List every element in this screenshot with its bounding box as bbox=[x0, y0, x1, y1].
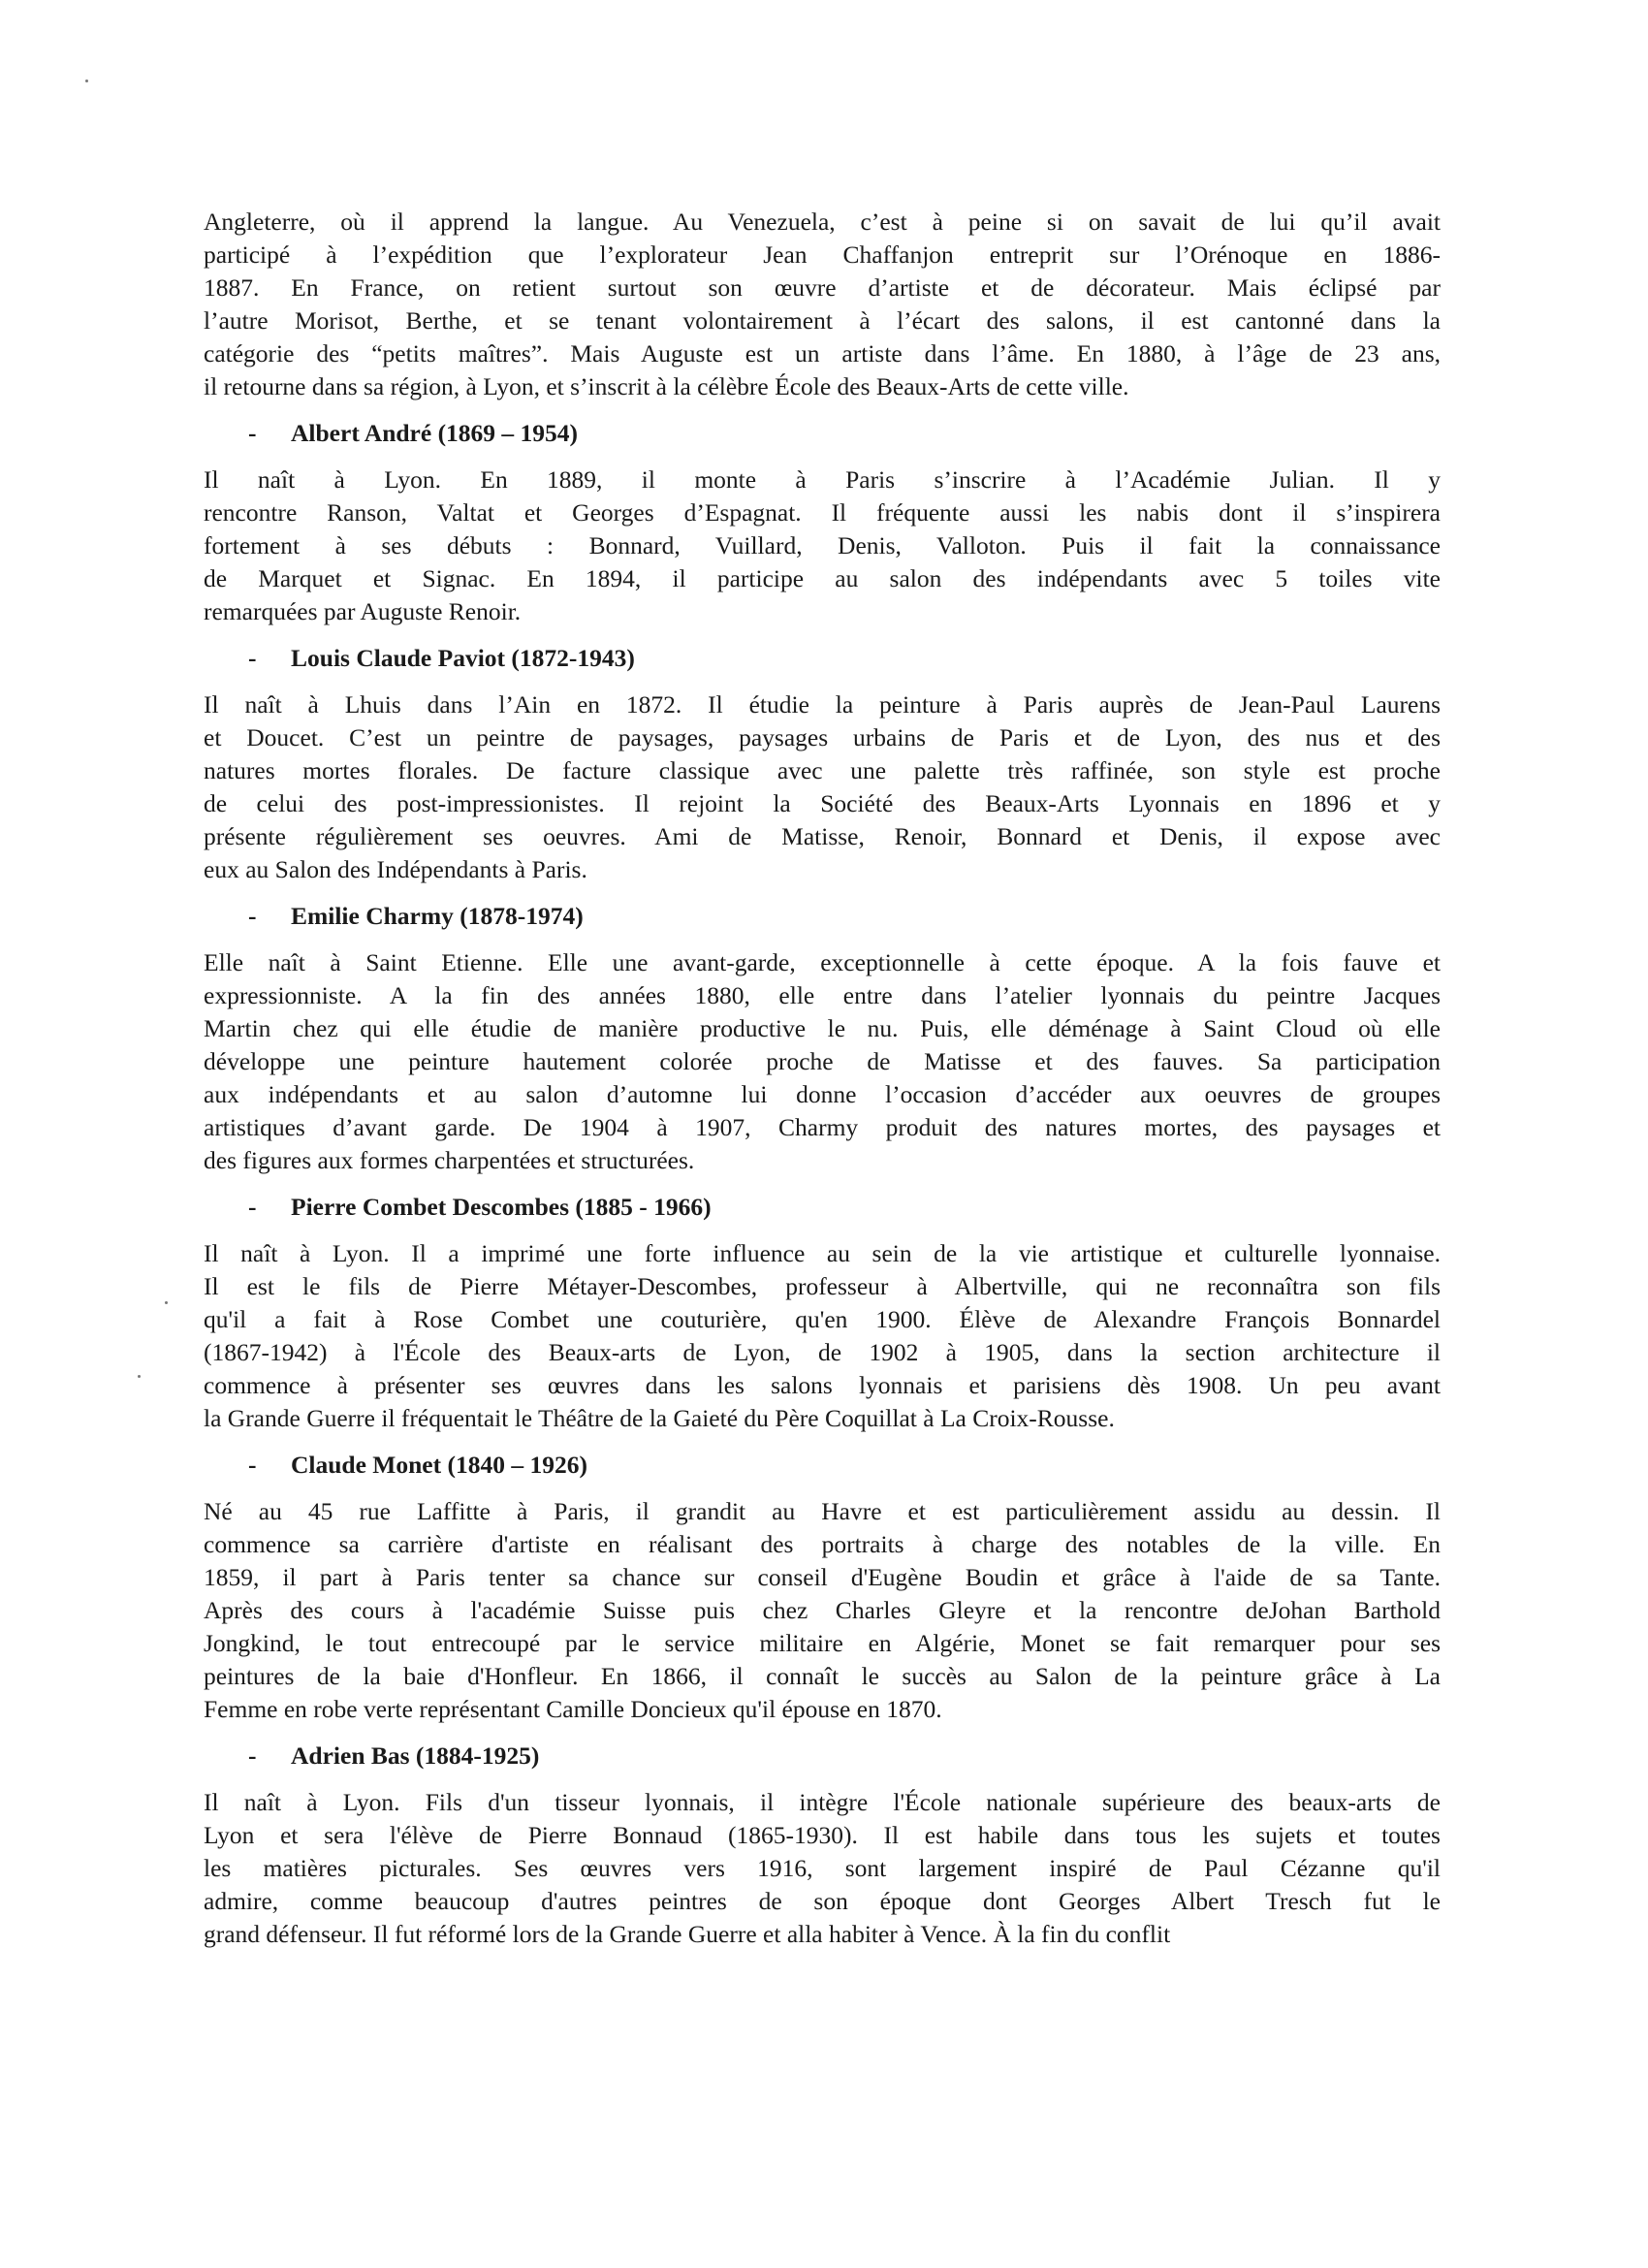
text-line: 1887. En France, on retient surtout son œuvre d’artiste et de décorateur. Mais éclipsé par bbox=[204, 273, 1441, 302]
text-line: de celui des post-impressionistes. Il rejoint la Société des Beaux-Arts Lyonnais en 1896 et y bbox=[204, 789, 1441, 817]
text-line: Il naît à Lyon. En 1889, il monte à Paris s’inscrire à l’Académie Julian. Il y bbox=[204, 465, 1441, 494]
text-line: Il naît à Lyon. Il a imprimé une forte influence au sein de la vie artistique et culturelle lyonnaise. bbox=[204, 1239, 1441, 1267]
text-line: l’autre Morisot, Berthe, et se tenant volontairement à l’écart des salons, il est cantonné dans la bbox=[204, 306, 1441, 335]
artist-heading bbox=[248, 900, 1441, 933]
text-line: commence à présenter ses œuvres dans les salons lyonnais et parisiens dès 1908. Un peu avant bbox=[204, 1371, 1441, 1399]
text-line: fortement à ses débuts : Bonnard, Vuillard, Denis, Valloton. Puis il fait la connaissance bbox=[204, 531, 1441, 559]
text-line: présente régulièrement ses oeuvres. Ami de Matisse, Renoir, Bonnard et Denis, il expose avec bbox=[204, 822, 1441, 850]
text-line: la Grande Guerre il fréquentait le Théâtre de la Gaieté du Père Coquillat à La Croix-Rousse. bbox=[204, 1404, 1115, 1432]
artist-bio-paragraph bbox=[204, 946, 1441, 1177]
text-line: il retourne dans sa région, à Lyon, et s’inscrit à la célèbre École des Beaux-Arts de cette ville. bbox=[204, 372, 1129, 400]
text-line: Femme en robe verte représentant Camille Doncieux qu'il épouse en 1870. bbox=[204, 1695, 942, 1723]
text-line: artistiques d’avant garde. De 1904 à 1907, Charmy produit des natures mortes, des paysages et bbox=[204, 1113, 1441, 1141]
text-line: rencontre Ranson, Valtat et Georges d’Espagnat. Il fréquente aussi les nabis dont il s’inspirera bbox=[204, 498, 1441, 527]
bullet-dash: - bbox=[248, 1193, 257, 1221]
text-line: développe une peinture hautement colorée proche de Matisse et des fauves. Sa participation bbox=[204, 1047, 1441, 1075]
artist-name: Pierre Combet Descombes (1885 - 1966) bbox=[291, 1193, 712, 1221]
document-page bbox=[204, 206, 1441, 1951]
artist-name: Louis Claude Paviot (1872-1943) bbox=[291, 644, 635, 672]
artist-heading bbox=[248, 1449, 1441, 1482]
text-line: Il naît à Lyon. Fils d'un tisseur lyonnais, il intègre l'École nationale supérieure des beaux-arts de bbox=[204, 1788, 1441, 1816]
artist-bio-paragraph bbox=[204, 1495, 1441, 1726]
artist-heading bbox=[248, 642, 1441, 675]
intro-paragraph bbox=[204, 206, 1441, 403]
artist-heading bbox=[248, 1191, 1441, 1224]
artist-section bbox=[204, 642, 1441, 886]
artist-bio-paragraph bbox=[204, 463, 1441, 628]
text-line: remarquées par Auguste Renoir. bbox=[204, 597, 522, 625]
artist-heading bbox=[248, 417, 1441, 450]
artist-name: Emilie Charmy (1878-1974) bbox=[291, 902, 584, 930]
artist-bio-paragraph bbox=[204, 1237, 1441, 1435]
artist-name: Albert André (1869 – 1954) bbox=[291, 419, 579, 447]
bullet-dash: - bbox=[248, 644, 257, 672]
text-line: Né au 45 rue Laffitte à Paris, il grandit au Havre et est particulièrement assidu au dessin. Il bbox=[204, 1497, 1441, 1525]
text-line: Jongkind, le tout entrecoupé par le service militaire en Algérie, Monet se fait remarquer pour ses bbox=[204, 1629, 1441, 1657]
text-line: participé à l’expédition que l’explorateur Jean Chaffanjon entreprit sur l’Orénoque en 1886- bbox=[204, 240, 1441, 269]
text-line: (1867-1942) à l'École des Beaux-arts de Lyon, de 1902 à 1905, dans la section architecture il bbox=[204, 1338, 1441, 1366]
text-line: les matières picturales. Ses œuvres vers 1916, sont largement inspiré de Paul Cézanne qu'il bbox=[204, 1854, 1441, 1882]
bullet-dash: - bbox=[248, 419, 257, 447]
artist-section bbox=[204, 900, 1441, 1177]
scan-speck bbox=[138, 1375, 141, 1378]
text-line: et Doucet. C’est un peintre de paysages, paysages urbains de Paris et de Lyon, des nus et des bbox=[204, 723, 1441, 751]
text-line: de Marquet et Signac. En 1894, il participe au salon des indépendants avec 5 toiles vite bbox=[204, 564, 1441, 592]
text-line: qu'il a fait à Rose Combet une couturière, qu'en 1900. Élève de Alexandre François Bonnardel bbox=[204, 1305, 1441, 1333]
text-line: Martin chez qui elle étudie de manière productive le nu. Puis, elle déménage à Saint Cloud où elle bbox=[204, 1014, 1441, 1042]
text-line: Il est le fils de Pierre Métayer-Descombes, professeur à Albertville, qui ne reconnaîtra son fils bbox=[204, 1272, 1441, 1300]
text-line: Lyon et sera l'élève de Pierre Bonnaud (1865-1930). Il est habile dans tous les sujets et toutes bbox=[204, 1821, 1441, 1849]
text-line: peintures de la baie d'Honfleur. En 1866, il connaît le succès au Salon de la peinture grâce à La bbox=[204, 1662, 1441, 1690]
text-line: Après des cours à l'académie Suisse puis chez Charles Gleyre et la rencontre deJohan Barthold bbox=[204, 1596, 1441, 1624]
text-line: 1859, il part à Paris tenter sa chance sur conseil d'Eugène Boudin et grâce à l'aide de sa Tante. bbox=[204, 1563, 1441, 1591]
text-line: Elle naît à Saint Etienne. Elle une avant-garde, exceptionnelle à cette époque. A la fois fauve et bbox=[204, 948, 1441, 976]
bullet-dash: - bbox=[248, 1451, 257, 1479]
artist-bio-paragraph bbox=[204, 688, 1441, 886]
text-line: aux indépendants et au salon d’automne lui donne l’occasion d’accéder aux oeuvres de groupes bbox=[204, 1080, 1441, 1108]
bullet-dash: - bbox=[248, 1741, 257, 1770]
artist-name: Claude Monet (1840 – 1926) bbox=[291, 1451, 587, 1479]
scan-speck bbox=[165, 1301, 168, 1304]
artist-section bbox=[204, 1449, 1441, 1726]
text-line: catégorie des “petits maîtres”. Mais Auguste est un artiste dans l’âme. En 1880, à l’âge de 23 ans, bbox=[204, 339, 1441, 367]
artist-heading bbox=[248, 1740, 1441, 1773]
artist-name: Adrien Bas (1884-1925) bbox=[291, 1741, 540, 1770]
text-line: Angleterre, où il apprend la langue. Au Venezuela, c’est à peine si on savait de lui qu’il avait bbox=[204, 208, 1441, 236]
text-line: commence sa carrière d'artiste en réalisant des portraits à charge des notables de la ville. En bbox=[204, 1530, 1441, 1558]
text-line: grand défenseur. Il fut réformé lors de la Grande Guerre et alla habiter à Vence. À la fin du conflit bbox=[204, 1920, 1171, 1948]
text-line: natures mortes florales. De facture classique avec une palette très raffinée, son style est proche bbox=[204, 756, 1441, 784]
text-line: Il naît à Lhuis dans l’Ain en 1872. Il étudie la peinture à Paris auprès de Jean-Paul Laurens bbox=[204, 690, 1441, 719]
artist-section bbox=[204, 1191, 1441, 1435]
text-line: expressionniste. A la fin des années 1880, elle entre dans l’atelier lyonnais du peintre Jacques bbox=[204, 981, 1441, 1009]
artist-section bbox=[204, 417, 1441, 628]
artist-bio-paragraph bbox=[204, 1786, 1441, 1951]
artist-sections bbox=[204, 417, 1441, 1951]
scan-speck bbox=[85, 80, 88, 82]
text-line: eux au Salon des Indépendants à Paris. bbox=[204, 855, 587, 883]
text-line: des figures aux formes charpentées et structurées. bbox=[204, 1146, 695, 1174]
text-line: admire, comme beaucoup d'autres peintres de son époque dont Georges Albert Tresch fut le bbox=[204, 1887, 1441, 1915]
artist-section bbox=[204, 1740, 1441, 1951]
bullet-dash: - bbox=[248, 902, 257, 930]
